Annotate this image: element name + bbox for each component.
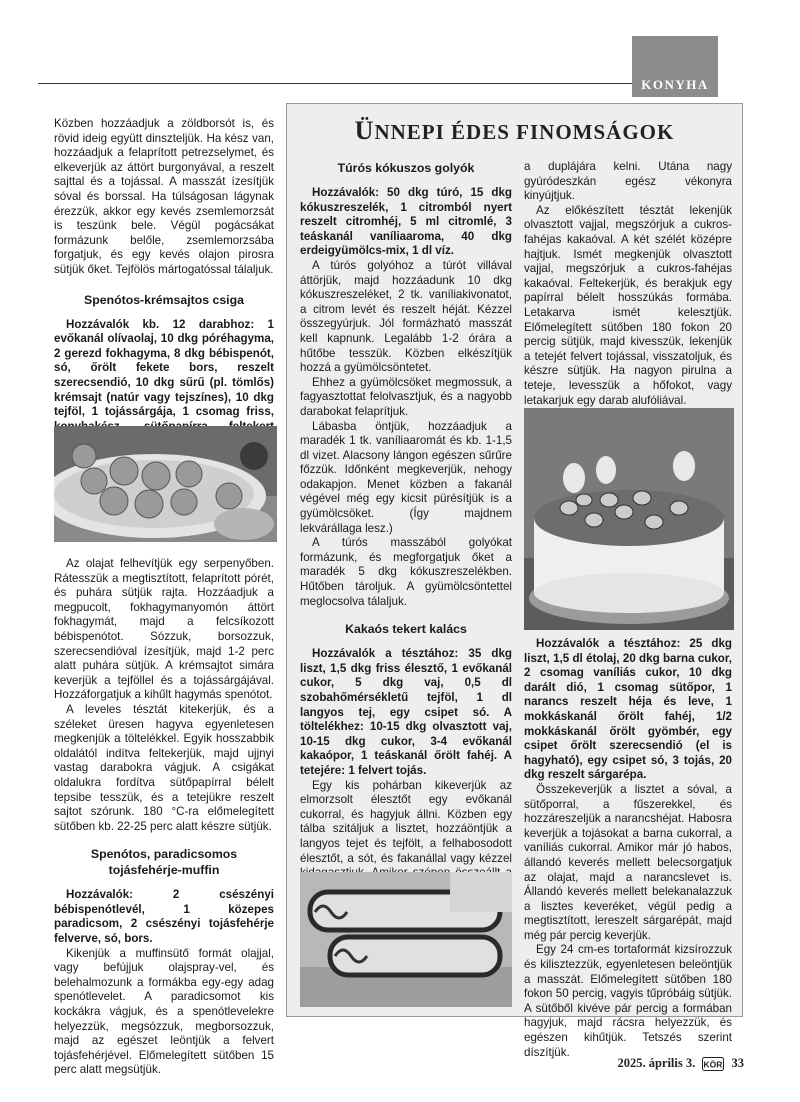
recipe-title-muffin: Spenótos, paradicsomos tojásfehérje-muffin [90,847,238,878]
kalacs-step-2: a duplájára kelni. Utána nagy gyúródeszkán egész vékonyra kinyújtjuk. [524,160,732,203]
rolled-cake-photo [300,872,512,1007]
kalacs-step-3: Az előkészített tésztát lekenjük olvasztott vajjal, megszórjuk a cukros-fahéjas kakaóval. A két szélét középre hajtjuk. Ismét megkenjük olvasztott vajjal, megszórjuk a cukros-fahéjas kakaóval. Feltekerjük, és berakjuk egy papírral bélelt hosszúkás formába. Letakarva ismét kelesztjük. Előmelegített sütőben 180 fokon 20 percig sütjük, majd kivesszük, lekenjük a tetejét felvert tojással, visszatoljuk, és készre sütjük. Ha nagyon pirulna a teteje, levesszük a hőfokot, vagy letakarjuk egy darab alufóliával. [524,203,732,407]
snail-pastry-photo [54,426,277,542]
page-number: 33 [731,1056,744,1070]
kalacs-ingredients: Hozzávalók a tésztához: 35 dkg liszt, 1,5 dkg friss élesztő, 1 evőkanál cukor, 5 dkg vaj, 0,5 dl szobahőmérsékletű tejföl, 1 dl langyos tej, egy csipet só. A töltelékhez: 10-15 dkg olvasztott vaj, 10-15 dkg cukor, 3-4 evőkanál kakaópor, 1 teáskanál őrölt fahéj. A tetejére: 1 felvert tojás. [300,647,512,777]
kalacs-step-1: Egy kis pohárban kikeverjük az elmorzsolt élesztőt egy evőkanál cukorral, és hagyjuk állni. Közben egy tálba szitáljuk a lisztet, hozzáöntjük a langyos tejet és tejfölt, a felhabosodott élesztőt, a sót, és fakanállal vagy kézzel [300,778,512,865]
turo-step-2: Ehhez a gyümölcsöket megmossuk, a fagyasztottat felolvasztjuk, és a nagyobb darabokat felaprítjuk. [300,375,512,418]
section-tab [632,36,718,97]
snail-step-1: Az olajat felhevítjük egy serpenyőben. Rátesszük a megtisztított, felaprított pórét, és puhára sütjük rajta. Hozzáadjuk a megpucolt, fokhagymanyomón áttört fokhagymát, majd a felcsíkozott bébispenótot. Sózzuk, borsozzuk, szerecsendióval ízesítjük, majd 1-2 perc alatt puhára sütjük. A krémsajtot simára keverjük a tejföllel és a tojássárgájával. Hozzáforgatjuk a kihűlt hagymás spenótot. [54,557,274,702]
muffin-ingredients: Hozzávalók: 2 csészényi bébispenótlevél, 1 közepes paradicsom, 2 csészényi tojásfehérje felverve, só, bors. [54,888,274,946]
issue-date: 2025. április 3. [617,1056,696,1070]
turo-step-4: A túrós masszából golyókat formázunk, és megforgatjuk őket a maradék 5 dkg kókuszreszelékben. Hűtőben tároljuk. A gyümölcsöntettel meglocsolva tálaljuk. [300,536,512,608]
recipe-title-turo: Túrós kókuszos golyók [337,161,475,175]
torta-step-1: Összekeverjük a lisztet a sóval, a sütőporral, a fűszerekkel, és hozzáreszeljük a narancshéjat. Habosra keverjük a tojásokat a barna cukorral, a vaníliás cukorral. Amikor már jó habos, állandó keverés mellett belecsorgatjuk az olajat, majd a narancslevet is. Állandó keverés mellett belekanalazzuk a lisztes keveréket, végül pedig a megtisztított, lereszelt sárgarépát, majd még pár percig keverjük. [524,782,732,942]
turo-ingredients: Hozzávalók: 50 dkg túró, 15 dkg kókuszreszelék, 1 citromból nyert reszelt citromhéj, 5 ml citromlé, 3 teáskanál vaníliaaroma, 40 dkg erdeigyümölcs-mix, 1 dl víz. [300,186,512,258]
turo-step-1: A túrós golyóhoz a túrót villával áttörjük, majd hozzáadunk 10 dkg kókuszreszeléket, 2 tk. vaníliakivonatot, a citrom levét és reszelt héját. Kézzel összegyúrjuk. Jól formázható masszát kell kapnunk. Legalább 1-2 órára a hűtőbe tesszük. Közben elkészítjük hozzá a gyümölcsöntetet. [300,258,512,375]
snail-step-2: A leveles tésztát kitekerjük, és a széleket üresen hagyva egyenletesen megkenjük a töltelékkel. Egyik hosszabbik oldalától indítva feltekerjük, majd ujjnyi vastag darabokra vágjuk. A csigákat oldalukra fordítva sütőpapírral bélelt tepsibe tesszük, és a tetejükre reszelt sajtot szórunk. 180 °C-ra előmelegített sütőben kb. 22-25 perc alatt készre sütjük. [54,702,274,833]
panel-column-middle [300,160,512,939]
intro-paragraph: Közben hozzáadjuk a zöldborsót is, és rövid ideig együtt dinszteljük. Ha kész van, hozzáadjuk a felaprított petrezselymet, és elkeverjük az áttört burgonyával, a reszelt sajttal és a tojással. A masszát ízesítjük sóval és borssal. Ha túlságosan lágynak érezzük, akkor egy kevés zsemlemorzsát is teszünk bele. Végül pogácsákat formázunk belőle, zsemlemorzsába forgatjuk, és egy kevés olajon pirosra sütjük őket. Tejfölös mártogatóssal tálaljuk. [54,117,274,276]
torta-ingredients: Hozzávalók a tésztához: 25 dkg liszt, 1,5 dl étolaj, 20 dkg barna cukor, 2 csomag vaníliás cukor, 10 dkg darált dió, 1 csomag sütőpor, 1 narancs reszelt héja és leve, 1 mokkáskanál őrölt fahéj, 1/2 mokkáskanál őrölt gyömbér, egy csipet őrölt szerecsendió (el is hagyható), egy csipet só, 3 tojás, 20 dkg reszelt sárgarépa. [524,637,732,782]
carrot-cake-photo [524,408,734,630]
muffin-step-1: Kikenjük a muffinsütő formát olajjal, vagy befújjuk olajspray-vel, és belehalmozunk a formákba egy-egy adag spenótlevelet. A paradicsomot kis kockákra vágjuk, és a spenótlevelekre helyezzük, megsózzuk, megborsozzuk, majd az egészet leöntjük a felvert tojásfehérjével. Előmelegített sütőben 15 perc alatt megsütjük. [54,946,274,1077]
section-label: KONYHA [641,77,709,92]
feature-title [286,116,743,146]
column-left-lower [54,557,274,1078]
feature-title-rest: NNEPI ÉDES FINOMSÁGOK [374,120,675,144]
torta-step-2: Egy 24 cm-es tortaformát kizsírozzuk és kilisztezzük, egyenletesen beleöntjük a masszát. Előmelegített sütőben 180 fokon 50 percig, vagyis tűpróbáig sütjük. A sütőből kivéve pár percig a formában hagyjuk, majd rácsra helyezzük, és egészen kihűtjük. Tetszés szerint díszítjük. [524,943,732,1059]
header-rule [38,83,632,84]
page-footer [617,1056,744,1071]
svg-text:KÖR: KÖR [703,1059,723,1070]
magazine-logo [702,1057,724,1071]
turo-step-3: Lábasba öntjük, hozzáadjuk a maradék 1 tk. vaníliaaromát és kb. 1-1,5 dl vizet. Alacsony lángon egészen sűrűre főzzük. Időnként megkeverjük, nehogy odakapjon. Menet közben a fakanál végével még egy kicsit pürésítjük is a gyümölcsöket. (Így majdnem lekvárállaga lesz.) [300,419,512,535]
feature-title-first-letter: Ü [354,116,375,145]
column-left [54,117,274,449]
recipe-title-snail: Spenótos-krémsajtos csiga [84,292,244,307]
recipe-title-kalacs: Kakaós tekert kalács [345,622,467,637]
panel-column-right-lower [524,637,732,1060]
snail-ingredients: Hozzávalók kb. 12 darabhoz: 1 evőkanál olívaolaj, 10 dkg póréhagyma, 2 gerezd fokhagyma, 8 dkg bébispenót, só, őrölt fekete bors, reszelt szerecsendió, 10 dkg sűrű (pl. tömlős) krémsajt (natúr vagy tejszínes), 10 dkg tejföl, 1 tojássárgája, 1 csomag friss, [54,317,274,419]
